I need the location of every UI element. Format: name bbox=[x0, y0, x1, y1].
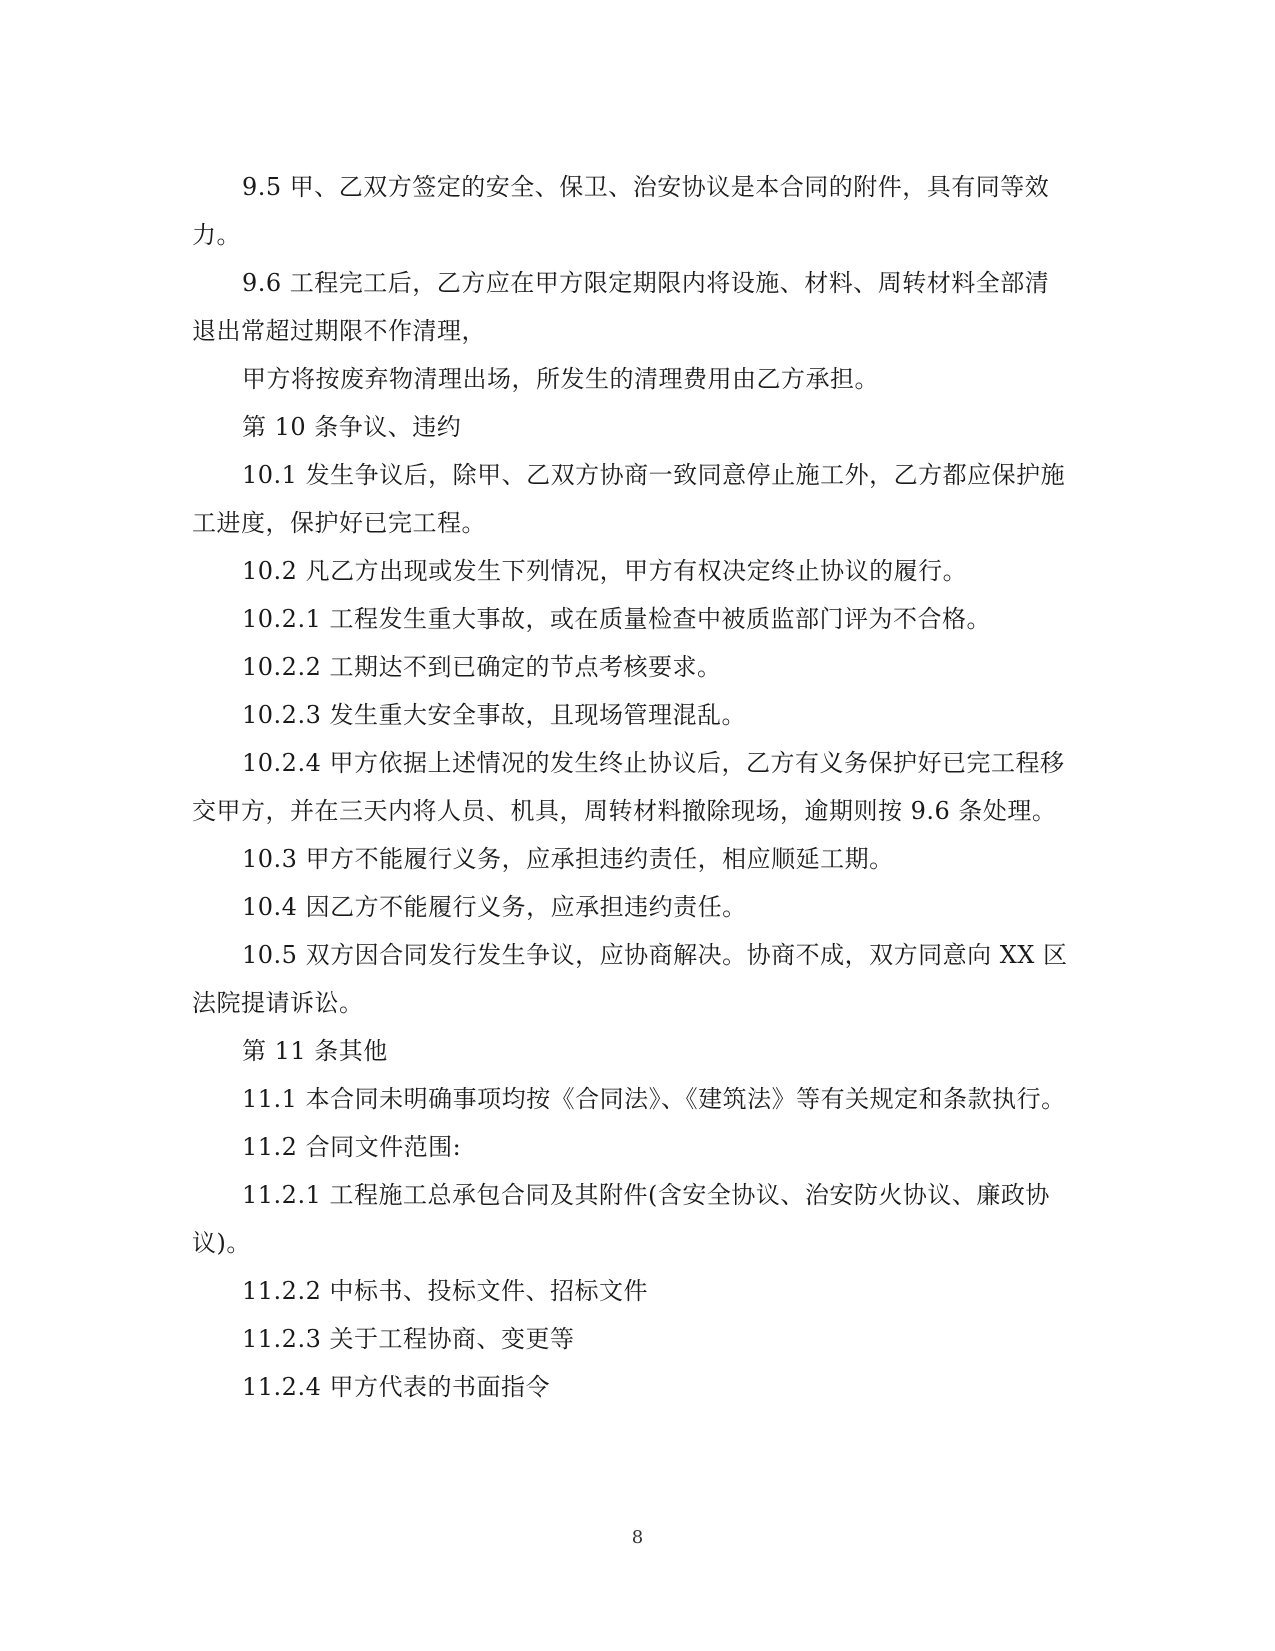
article-10-heading: 第 10 条争议、违约 bbox=[242, 413, 462, 441]
clause-10-2-2: 10.2.2 工期达不到已确定的节点考核要求。 bbox=[242, 653, 722, 681]
article-11-heading: 第 11 条其他 bbox=[242, 1037, 388, 1065]
clause-11-2-3: 11.2.3 关于工程协商、变更等 bbox=[242, 1325, 575, 1353]
clause-10-2-3: 10.2.3 发生重大安全事故，且现场管理混乱。 bbox=[242, 701, 746, 729]
clause-9-5: 9.5 甲、乙双方签定的安全、保卫、治安协议是本合同的附件，具有同等效力。 bbox=[192, 173, 1050, 249]
clause-11-2: 11.2 合同文件范围: bbox=[242, 1133, 462, 1161]
document-body bbox=[192, 163, 1072, 1411]
clause-9-6: 9.6 工程完工后，乙方应在甲方限定期限内将设施、材料、周转材料全部清退出常超过期限不作清理， bbox=[192, 269, 1050, 345]
page-number: 8 bbox=[631, 1527, 644, 1548]
clause-10-2: 10.2 凡乙方出现或发生下列情况，甲方有权决定终止协议的履行。 bbox=[242, 557, 968, 585]
clause-11-2-4: 11.2.4 甲方代表的书面指令 bbox=[242, 1373, 550, 1401]
clause-11-2-1: 11.2.1 工程施工总承包合同及其附件(含安全协议、治安防火协议、廉政协议)。 bbox=[192, 1181, 1050, 1257]
clause-10-4: 10.4 因乙方不能履行义务，应承担违约责任。 bbox=[242, 893, 747, 921]
clause-10-2-4: 10.2.4 甲方依据上述情况的发生终止协议后，乙方有义务保护好已完工程移交甲方，并在三天内将人员、机具，周转材料撤除现场，逾期则按 9.6 条处理。 bbox=[192, 749, 1065, 825]
clause-11-1: 11.1 本合同未明确事项均按《合同法》、《建筑法》等有关规定和条款执行。 bbox=[242, 1085, 1066, 1113]
clause-10-2-1: 10.2.1 工程发生重大事故，或在质量检查中被质监部门评为不合格。 bbox=[242, 605, 991, 633]
clause-10-1: 10.1 发生争议后，除甲、乙双方协商一致同意停止施工外，乙方都应保护施工进度，保护好已完工程。 bbox=[192, 461, 1066, 537]
clause-9-6-continued: 甲方将按废弃物清理出场，所发生的清理费用由乙方承担。 bbox=[242, 365, 879, 393]
clause-10-3: 10.3 甲方不能履行义务，应承担违约责任，相应顺延工期。 bbox=[242, 845, 894, 873]
clause-11-2-2: 11.2.2 中标书、投标文件、招标文件 bbox=[242, 1277, 648, 1305]
clause-10-5: 10.5 双方因合同发行发生争议，应协商解决。协商不成，双方同意向 XX 区法院提请诉讼。 bbox=[192, 941, 1068, 1017]
